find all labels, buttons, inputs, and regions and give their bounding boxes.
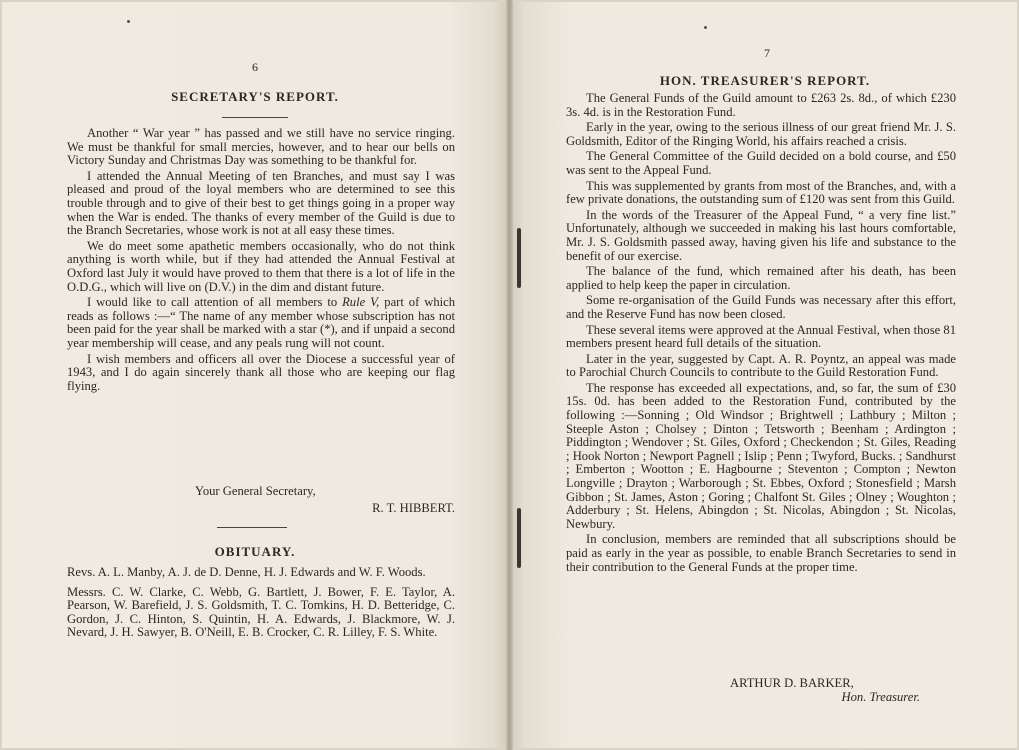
treasurer-title: Hon. Treasurer. (841, 690, 920, 704)
report-paragraph: I wish members and officers all over the Diocese a successful year of 1943, and I do again sincerely thank all those who are keeping our flag flying. (67, 351, 455, 393)
rule-reference: Rule V, (342, 295, 380, 310)
treasurer-signature (660, 676, 920, 704)
treasurer-report-body (566, 92, 956, 576)
staple-bottom (517, 508, 521, 568)
staple-top (517, 228, 521, 288)
obituary-messrs: Messrs. C. W. Clarke, C. Webb, G. Bartlett, J. Bower, F. E. Taylor, A. Pearson, W. Barefield, J. S. Goldsmith, T. C. Tomkins, H. D. Betteridge, C. Gordon, J. C. Hinton, S. Quintin, H. A. Edwards, J. Blackmore, W. J. Nevard, J. H. Sawyer, B. O'Neill, E. B. Crocker, C. R. Lilley, F. S. White. (67, 584, 455, 640)
page-number-left: 6 (252, 60, 258, 74)
report-paragraph: We do meet some apathetic members occasionally, who do not think anything is worth while, but if they had attended the Annual Festival at Oxford last July it would have proved to them that there is a lot of life in the O.D.G., which will live on (D.V.) in the dim and distant future. (67, 238, 455, 294)
report-paragraph: Some re-organisation of the Guild Funds was necessary after this effort, and the Reserve Fund has now been closed. (566, 293, 956, 321)
rule-text-after: part of which reads as follows :—“ The name of any member whose subscription has not been paid for the year shall be marked with a star (*), and if unpaid a second year membership will cease, and any peals rung will not count. (67, 295, 456, 350)
report-paragraph: In conclusion, members are reminded that all subscriptions should be paid as early in the year as possible, to enable Branch Secretaries to send in their contribution to the General Funds at the proper time. (566, 532, 956, 574)
report-paragraph: The General Committee of the Guild decided on a bold course, and £50 was sent to the Appeal Fund. (566, 149, 956, 177)
secretary-report-heading: SECRETARY'S REPORT. (171, 89, 339, 104)
paper-speck (127, 20, 130, 23)
secretary-signatory: R. T. HIBBERT. (372, 501, 455, 515)
booklet-gutter (506, 0, 513, 750)
report-paragraph: The General Funds of the Guild amount to £263 2s. 8d., of which £230 3s. 4d. is in the Restoration Fund. (566, 91, 956, 119)
treasurer-report-heading: HON. TREASURER'S REPORT. (659, 73, 871, 88)
report-paragraph: Another “ War year ” has passed and we still have no service ringing. We must be thankful for small mercies, however, and to hear our bells on Victory Sunday and Christmas Day was something to be thankful for. (67, 126, 455, 168)
obituary-revs: Revs. A. L. Manby, A. J. de D. Denne, H. J. Edwards and W. F. Woods. (67, 565, 426, 579)
secretary-closing (195, 484, 455, 515)
report-paragraph: Early in the year, owing to the serious illness of our great friend Mr. J. S. Goldsmith, Editor of the Ringing World, his affairs reached a crisis. (566, 120, 956, 148)
report-paragraph: In the words of the Treasurer of the Appeal Fund, “ a very fine list.” Unfortunately, although we succeeded in making his last hours comfortable, Mr. J. S. Goldsmith passed away, having given his life and substance to the benefit of our exercise. (566, 207, 956, 263)
report-paragraph: Later in the year, suggested by Capt. A. R. Poyntz, an appeal was made to Parochial Church Councils to contribute to the Guild Restoration Fund. (566, 351, 956, 380)
report-paragraph-contributors: The response has exceeded all expectations, and, so far, the sum of £30 15s. 0d. has been added to the Restoration Fund, contributed by the following :—Sonning ; Old Windsor ; Brightwell ; Lathbury ; Milton ; Steeple Aston ; Cholsey ; Dinton ; Tetsworth ; Beenham ; Ardington ; Piddington ; Wendover ; St. Giles, Oxford ; Checkendon ; St. Giles, Reading ; Hook Norton ; Newport Pagnell ; Islip ; Penn ; Twyford, Bucks. ; Sandhurst ; Emberton ; Wootton ; E. Hagbourne ; Steventon ; Compton ; Newton Longville ; Drayton ; Warborough ; St. Ebbes, Oxford ; Stonesfield ; Marsh Gibbon ; St. James, Aston ; Goring ; Chalfont St. Giles ; Olney ; Woughton ; Adderbury ; St. Helens, Abingdon ; St. Nicolas, Abingdon ; St. Nicolas, Newbury. (566, 380, 956, 531)
obituary-body (67, 566, 455, 642)
heading-divider (222, 117, 288, 118)
report-paragraph: I attended the Annual Meeting of ten Branches, and must say I was pleased and proud of the loyal members who are determined to see this trouble through and to give of their best to get things going in a proper way when the War is ended. The thanks of every member of the Guild is due to the Branch Secretaries, whose work is not at all easy these times. (67, 168, 455, 238)
treasurer-signatory: ARTHUR D. BARKER, (730, 676, 854, 690)
secretary-report-body (67, 127, 455, 395)
report-paragraph: This was supplemented by grants from most of the Branches, and, with a few private donations, the outstanding sum of £120 was sent from this Guild. (566, 178, 956, 207)
obituary-heading: OBITUARY. (214, 544, 296, 559)
section-divider (217, 527, 287, 528)
closing-salutation: Your General Secretary, (195, 484, 316, 498)
paper-speck (704, 26, 707, 29)
page-number-right: 7 (764, 46, 770, 60)
report-paragraph: The balance of the fund, which remained after his death, has been applied to help keep the paper in circulation. (566, 264, 956, 292)
report-paragraph-rule-v (67, 296, 455, 350)
rule-text-before: I would like to call attention of all members to (87, 295, 343, 310)
report-paragraph: These several items were approved at the Annual Festival, when those 81 members present heard full details of the situation. (566, 322, 956, 351)
